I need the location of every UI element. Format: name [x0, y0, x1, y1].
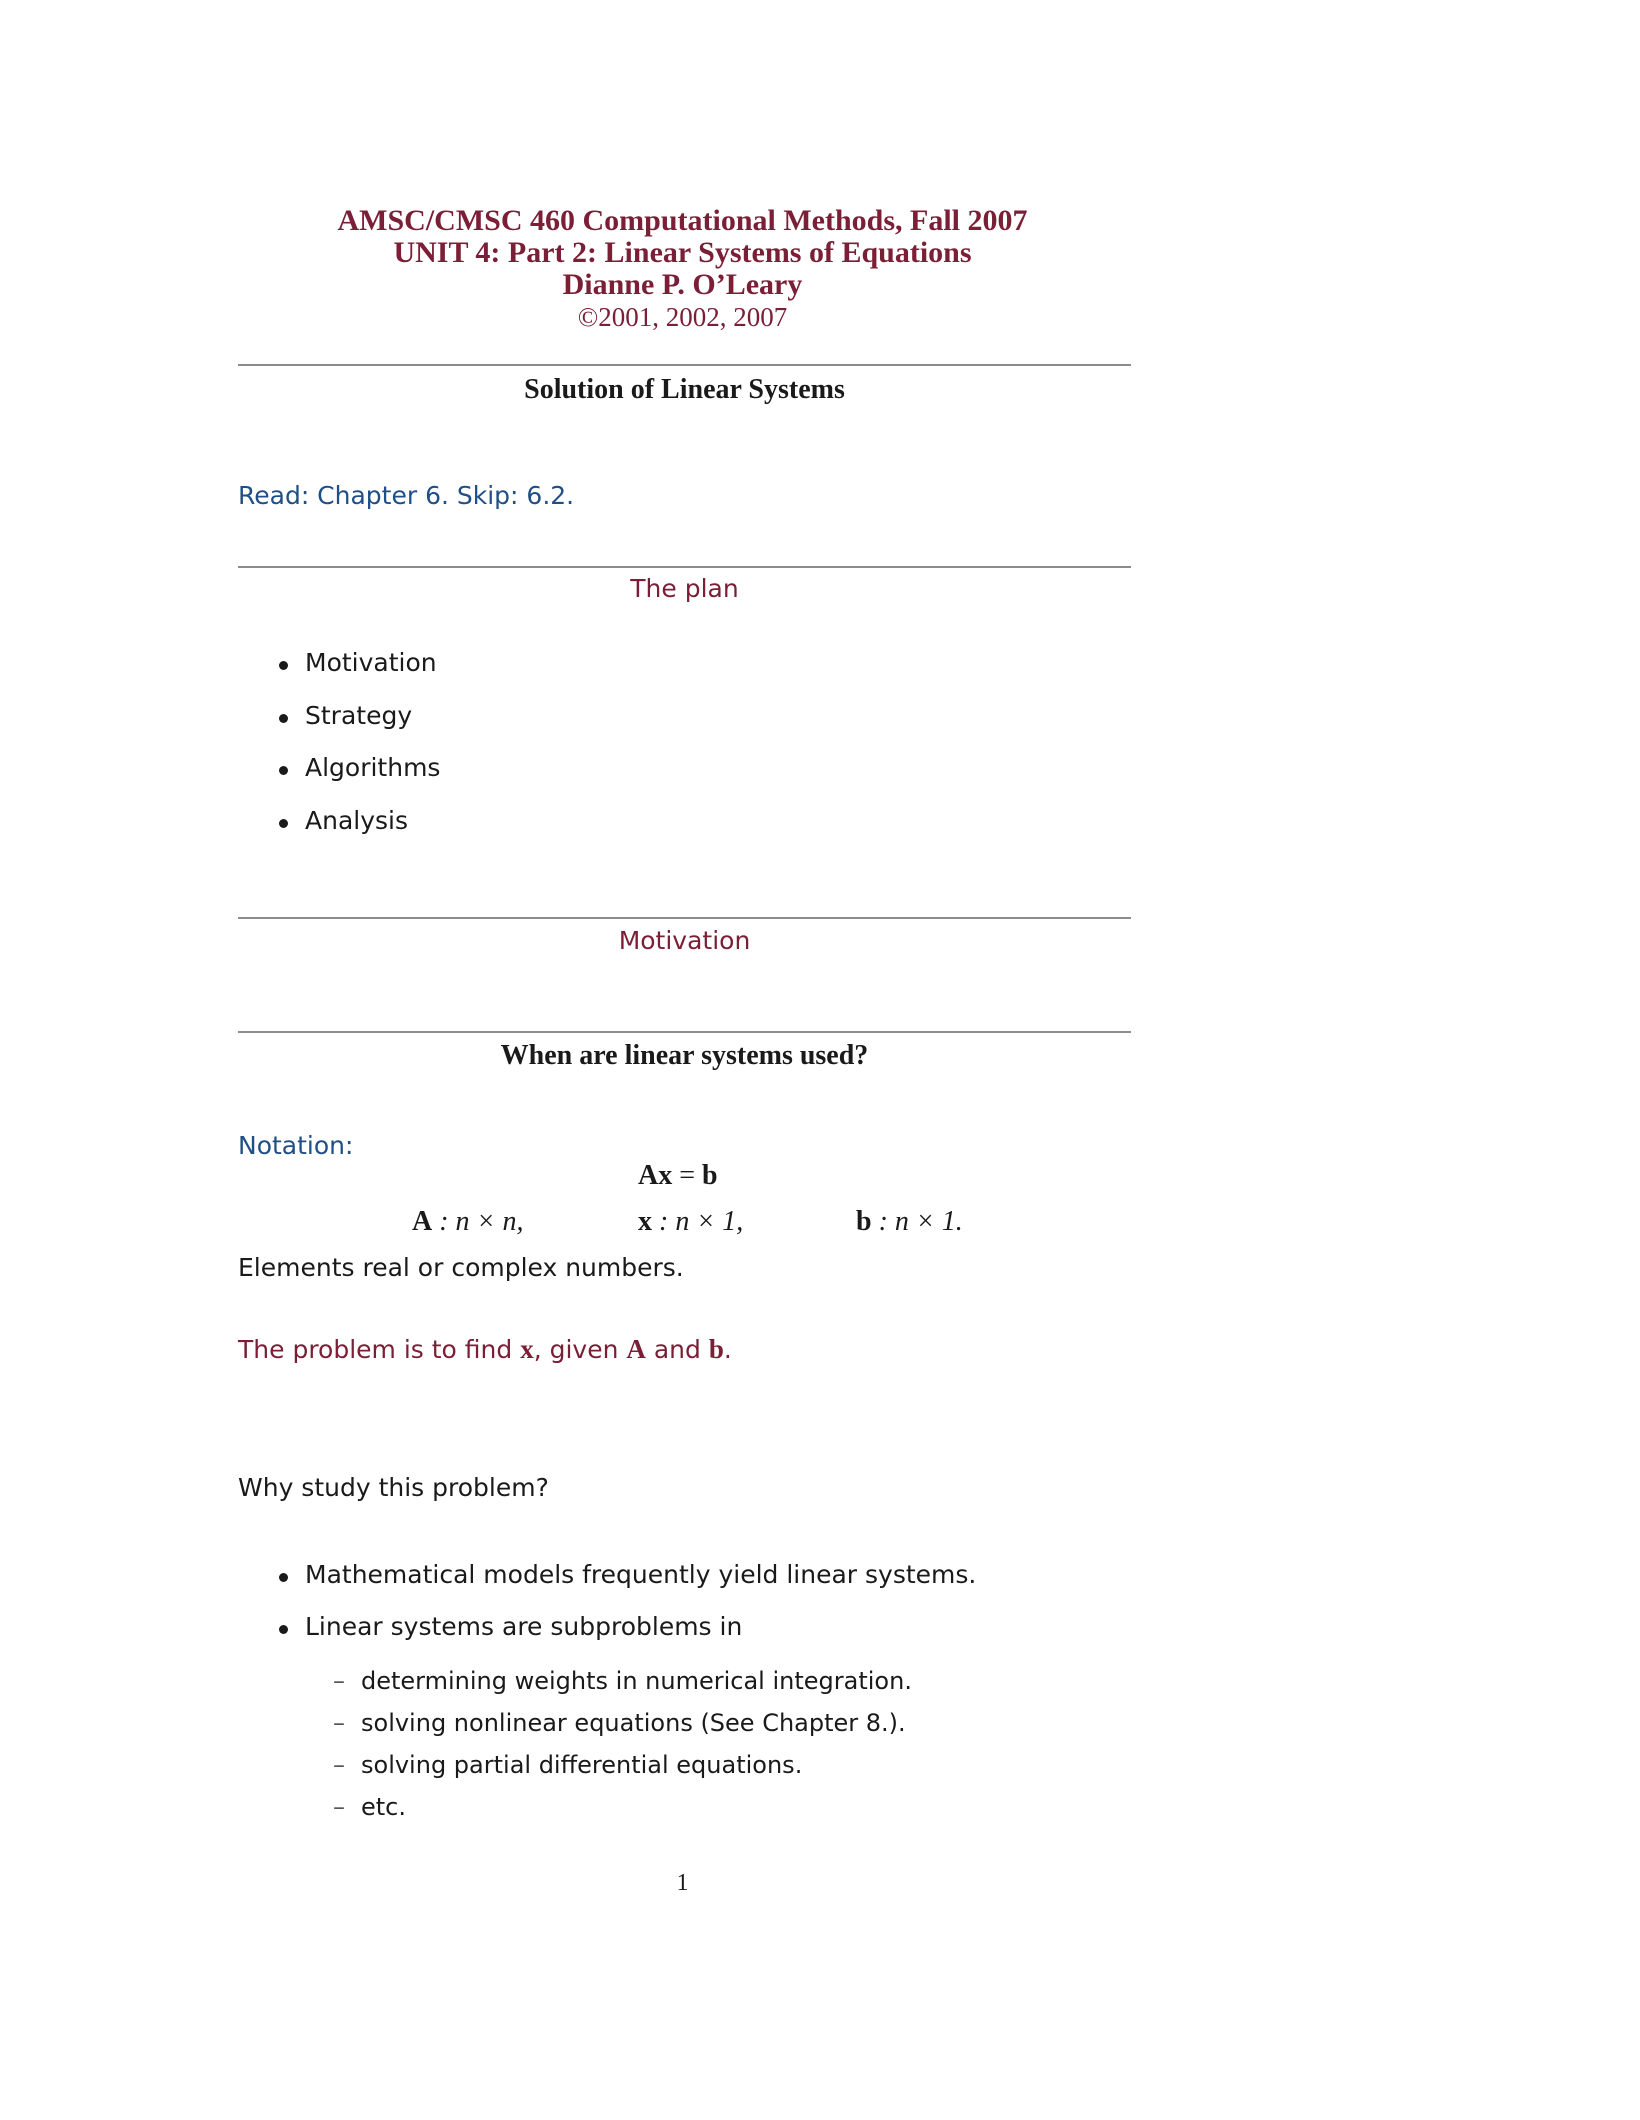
list-item: Linear systems are subproblems in	[275, 1612, 976, 1652]
notation-label: Notation:	[238, 1131, 354, 1160]
list-item: Analysis	[275, 806, 440, 846]
dimension-x: x : n × 1,	[638, 1206, 744, 1237]
section-rule	[238, 1031, 1131, 1033]
equation: Ax = b	[638, 1160, 718, 1191]
list-item: Mathematical models frequently yield linear systems.	[275, 1560, 976, 1612]
section-title-motivation: Motivation	[618, 926, 751, 955]
list-item: Strategy	[275, 701, 440, 753]
dash-icon: –	[333, 1709, 345, 1737]
why-question: Why study this problem?	[238, 1473, 549, 1502]
section-title-when: When are linear systems used?	[500, 1040, 869, 1071]
dimension-A: A : n × n,	[412, 1206, 524, 1237]
section-rule	[238, 364, 1131, 366]
section-title-solution: Solution of Linear Systems	[524, 374, 845, 405]
unit-title: UNIT 4: Part 2: Linear Systems of Equations	[393, 236, 972, 269]
list-item: – etc.	[333, 1793, 406, 1821]
why-list	[275, 1560, 976, 1652]
list-item: – solving partial differential equations.	[333, 1751, 803, 1779]
author-name: Dianne P. O’Leary	[562, 268, 803, 301]
elements-text: Elements real or complex numbers.	[238, 1253, 684, 1282]
plan-list	[275, 648, 440, 846]
list-item: Algorithms	[275, 753, 440, 806]
bullet-icon	[279, 714, 288, 723]
page-number: 1	[676, 1870, 689, 1896]
section-rule	[238, 917, 1131, 919]
section-rule	[238, 566, 1131, 568]
dash-icon: –	[333, 1667, 345, 1695]
list-item: – determining weights in numerical integration.	[333, 1667, 912, 1695]
dash-icon: –	[333, 1793, 345, 1821]
bullet-icon	[279, 766, 288, 775]
bullet-icon	[279, 661, 288, 670]
reading-assignment: Read: Chapter 6. Skip: 6.2.	[238, 481, 575, 510]
course-title: AMSC/CMSC 460 Computational Methods, Fall 2007	[337, 204, 1028, 237]
dash-icon: –	[333, 1751, 345, 1779]
section-title-plan: The plan	[630, 574, 739, 603]
bullet-icon	[279, 1625, 288, 1634]
subproblem-list	[333, 1666, 912, 1834]
problem-statement: The problem is to find x, given A and b.	[238, 1334, 732, 1364]
dimension-b: b : n × 1.	[856, 1206, 963, 1237]
bullet-icon	[279, 819, 288, 828]
list-item: Motivation	[275, 648, 440, 701]
copyright-line: ©2001, 2002, 2007	[577, 302, 788, 332]
bullet-icon	[279, 1573, 288, 1582]
list-item: – solving nonlinear equations (See Chapter 8.).	[333, 1709, 906, 1737]
